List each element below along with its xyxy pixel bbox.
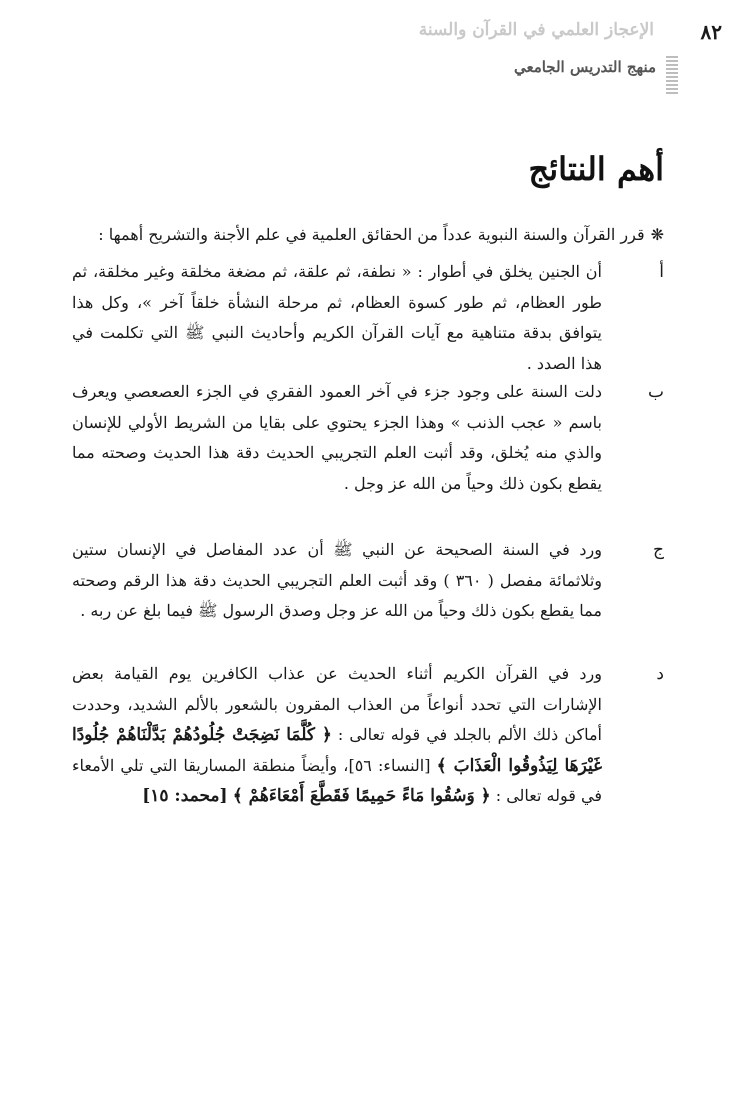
- page-number: ٨٢: [700, 20, 722, 44]
- item-d-text-1: ورد في القرآن الكريم أثناء الحديث عن عذاب الكافرين يوم القيامة بعض الإشارات التي تحدد أنواعاً من العذاب المقرون بالشعور بالألم الشديد، وحددت أماكن ذلك الألم بالجلد في قوله تعالى :: [72, 664, 603, 744]
- quran-verse-nisa: ﴿ كُلَّمَا نَضِجَتْ جُلُودُهُمْ بَدَّلْنَاهُمْ جُلُودًا غَيْرَهَا لِيَذُوقُوا الْعَذَابَ ﴾: [72, 725, 602, 776]
- list-item-letter: ج: [653, 540, 664, 560]
- list-item-text: أن الجنين يخلق في أطوار : « نطفة، ثم علقة، ثم مضغة مخلقة وغير مخلقة، ثم طور العظام، ثم طور كسوة العظام، ثم مرحلة النشأة خلقاً آخر »، وكل هذا يتوافق بدقة متناهية مع آيات القرآن الكريم وأحاديث النبي ﷺ التي تكلمت في هذا الصدد .: [72, 262, 602, 373]
- intro-paragraph: [74, 222, 664, 247]
- list-item-letter: ب: [647, 382, 664, 402]
- verse-reference-muhammad: [محمد: ١٥]: [142, 786, 228, 806]
- list-item-letter: د: [656, 664, 664, 684]
- intro-text: قرر القرآن والسنة النبوية عدداً من الحقائق العلمية في علم الأجنة والتشريح أهمها :: [98, 225, 645, 244]
- section-title: أهم النتائج: [528, 150, 664, 188]
- list-item-a: [64, 257, 664, 379]
- item-d-text-2: ، وأيضاً منطقة المساريقا التي تلي الأمعاء في قوله تعالى :: [72, 755, 602, 805]
- running-header-title: الإعجاز العلمي في القرآن والسنة: [418, 20, 654, 40]
- list-item-d: [64, 659, 664, 812]
- quran-verse-muhammad: ﴿ وَسُقُوا مَاءً حَمِيمًا فَقَطَّعَ أَمْعَاءَهُمْ ﴾: [232, 786, 491, 806]
- list-item-text: ورد في السنة الصحيحة عن النبي ﷺ أن عدد المفاصل في الإنسان ستين وثلاثمائة مفصل ( ٣٦٠ ) وقد أثبت العلم التجريبي الحديث دقة هذا الرقم وصحته مما يقطع بكون ذلك وحياً من الله عز وجل وصدق الرسول ﷺ فيما بلغ عن ربه .: [72, 540, 602, 620]
- asterisk-icon: ❋: [650, 225, 664, 244]
- list-item-letter: أ: [659, 262, 664, 282]
- list-item-text: [72, 659, 602, 812]
- list-item-c: [64, 535, 664, 627]
- list-item-text: دلت السنة على وجود جزء في آخر العمود الفقري في الجزء العصعصي ويعرف باسم « عجب الذنب » وهذا الجزء يحتوي على بقايا من الشريط الأولي للإنسان والذي منه يُخلق، وقد أثبت العلم التجريبي الحديث دقة هذا الحديث وصحته مما يقطع بكون ذلك وحياً من الله عز وجل .: [72, 382, 602, 493]
- running-header-subtitle: منهج التدريس الجامعي: [513, 58, 656, 76]
- list-item-b: [64, 377, 664, 499]
- verse-reference-nisa: [النساء: ٥٦]: [348, 755, 431, 775]
- header-decorative-bar: [666, 56, 678, 94]
